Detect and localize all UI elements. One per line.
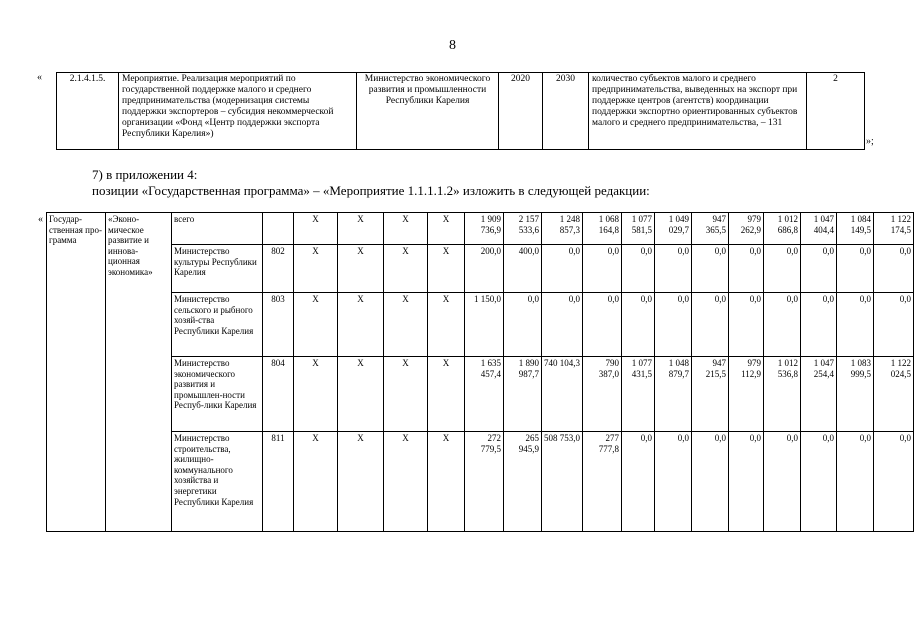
value-cell: 1 077 431,5 bbox=[622, 357, 655, 432]
table-row bbox=[47, 357, 914, 432]
value-cell: 947 365,5 bbox=[692, 213, 729, 245]
value-cell: 1 077 581,5 bbox=[622, 213, 655, 245]
value-cell: 272 779,5 bbox=[465, 432, 504, 532]
value-cell: 400,0 bbox=[504, 245, 542, 293]
value-cell: 0,0 bbox=[874, 293, 914, 357]
x-cell: Х bbox=[428, 357, 465, 432]
x-cell: Х bbox=[384, 213, 428, 245]
value-cell: 0,0 bbox=[837, 245, 874, 293]
value-cell: 0,0 bbox=[655, 293, 692, 357]
value-cell: 2 157 533,6 bbox=[504, 213, 542, 245]
executor-cell: Министерство экономического развития и промышлен-ности Респуб-лики Карелия bbox=[172, 357, 263, 432]
value-cell: 1 012 686,8 bbox=[764, 213, 801, 245]
value-cell: 979 112,9 bbox=[729, 357, 764, 432]
value-cell: 0,0 bbox=[801, 293, 837, 357]
value-cell: 0,0 bbox=[874, 245, 914, 293]
table-row bbox=[47, 213, 914, 245]
value-cell: 0,0 bbox=[622, 245, 655, 293]
value-cell: 0,0 bbox=[874, 432, 914, 532]
page-number: 8 bbox=[449, 38, 456, 53]
value-cell: 0,0 bbox=[583, 293, 622, 357]
x-cell: Х bbox=[428, 245, 465, 293]
close-quote-1: »; bbox=[866, 136, 874, 147]
activity-indicator: количество субъектов малого и среднего предпринимательства, выведенных на экспорт при поддержке центров (агентств) координации поддержки экспортно ориентированных субъектов малого и среднего предпринимательства, – 131 bbox=[589, 73, 807, 150]
executor-cell: Министерство строительства, жилищно-коммунального хозяйства и энергетики Республики Карелия bbox=[172, 432, 263, 532]
activity-description: Мероприятие. Реализация мероприятий по государственной поддержке малого и среднего предпринимательства (модернизация системы поддержки экспортеров – субсидия некоммерческой организации «Фонд «Центр поддержки экспорта Республики Карелия») bbox=[119, 73, 357, 150]
activity-year-start: 2020 bbox=[499, 73, 543, 150]
value-cell: 1 068 164,8 bbox=[583, 213, 622, 245]
value-cell: 0,0 bbox=[583, 245, 622, 293]
value-cell: 0,0 bbox=[542, 293, 583, 357]
executor-cell: Министерство сельского и рыбного хозяй-ства Республики Карелия bbox=[172, 293, 263, 357]
value-cell: 0,0 bbox=[801, 245, 837, 293]
value-cell: 1 122 174,5 bbox=[874, 213, 914, 245]
x-cell: Х bbox=[338, 245, 384, 293]
value-cell: 0,0 bbox=[729, 432, 764, 532]
x-cell: Х bbox=[338, 357, 384, 432]
value-cell: 200,0 bbox=[465, 245, 504, 293]
value-cell: 979 262,9 bbox=[729, 213, 764, 245]
x-cell: Х bbox=[294, 293, 338, 357]
x-cell: Х bbox=[428, 293, 465, 357]
funding-table bbox=[46, 212, 914, 532]
code-cell: 804 bbox=[263, 357, 294, 432]
value-cell: 0,0 bbox=[764, 432, 801, 532]
value-cell: 1 012 536,8 bbox=[764, 357, 801, 432]
activity-code: 2.1.4.1.5. bbox=[57, 73, 119, 150]
value-cell: 0,0 bbox=[622, 293, 655, 357]
value-cell: 1 048 879,7 bbox=[655, 357, 692, 432]
value-cell: 0,0 bbox=[729, 245, 764, 293]
open-quote-2: « bbox=[38, 214, 43, 225]
value-cell: 1 122 024,5 bbox=[874, 357, 914, 432]
value-cell: 0,0 bbox=[655, 432, 692, 532]
value-cell: 277 777,8 bbox=[583, 432, 622, 532]
activity-executor: Министерство экономического развития и промышленности Республики Карелия bbox=[357, 73, 499, 150]
value-cell: 1 248 857,3 bbox=[542, 213, 583, 245]
code-cell bbox=[263, 213, 294, 245]
value-cell: 1 049 029,7 bbox=[655, 213, 692, 245]
activity-year-end: 2030 bbox=[543, 73, 589, 150]
activity-table bbox=[56, 72, 865, 150]
x-cell: Х bbox=[428, 432, 465, 532]
value-cell: 1 909 736,9 bbox=[465, 213, 504, 245]
value-cell: 1 150,0 bbox=[465, 293, 504, 357]
x-cell: Х bbox=[384, 245, 428, 293]
x-cell: Х bbox=[338, 432, 384, 532]
x-cell: Х bbox=[294, 245, 338, 293]
activity-value: 2 bbox=[807, 73, 865, 150]
x-cell: Х bbox=[294, 357, 338, 432]
x-cell: Х bbox=[428, 213, 465, 245]
x-cell: Х bbox=[384, 293, 428, 357]
table-row bbox=[47, 293, 914, 357]
value-cell: 0,0 bbox=[692, 293, 729, 357]
table-row bbox=[47, 432, 914, 532]
value-cell: 1 084 149,5 bbox=[837, 213, 874, 245]
value-cell: 0,0 bbox=[622, 432, 655, 532]
code-cell: 811 bbox=[263, 432, 294, 532]
executor-cell: Министерство культуры Республики Карелия bbox=[172, 245, 263, 293]
program-status: Государ-ственная про-грамма bbox=[47, 213, 106, 532]
program-name: «Эконо-мическое развитие и иннова-ционная экономика» bbox=[106, 213, 172, 532]
value-cell: 0,0 bbox=[692, 432, 729, 532]
x-cell: Х bbox=[338, 213, 384, 245]
x-cell: Х bbox=[294, 213, 338, 245]
value-cell: 0,0 bbox=[801, 432, 837, 532]
activity-row bbox=[57, 73, 865, 150]
value-cell: 1 083 999,5 bbox=[837, 357, 874, 432]
paragraph-line-2: позиции «Государственная программа» – «Мероприятие 1.1.1.1.2» изложить в следующей редакции: bbox=[92, 183, 650, 198]
value-cell: 0,0 bbox=[837, 293, 874, 357]
value-cell: 740 104,3 bbox=[542, 357, 583, 432]
open-quote-1: « bbox=[37, 72, 42, 83]
value-cell: 790 387,0 bbox=[583, 357, 622, 432]
value-cell: 0,0 bbox=[837, 432, 874, 532]
value-cell: 0,0 bbox=[764, 245, 801, 293]
value-cell: 0,0 bbox=[729, 293, 764, 357]
value-cell: 265 945,9 bbox=[504, 432, 542, 532]
table-row bbox=[47, 245, 914, 293]
x-cell: Х bbox=[384, 357, 428, 432]
value-cell: 1 047 254,4 bbox=[801, 357, 837, 432]
x-cell: Х bbox=[338, 293, 384, 357]
value-cell: 947 215,5 bbox=[692, 357, 729, 432]
value-cell: 1 890 987,7 bbox=[504, 357, 542, 432]
paragraph-line-1: 7) в приложении 4: bbox=[92, 167, 198, 182]
value-cell: 508 753,0 bbox=[542, 432, 583, 532]
value-cell: 0,0 bbox=[504, 293, 542, 357]
x-cell: Х bbox=[294, 432, 338, 532]
value-cell: 0,0 bbox=[764, 293, 801, 357]
value-cell: 0,0 bbox=[655, 245, 692, 293]
value-cell: 0,0 bbox=[542, 245, 583, 293]
value-cell: 1 047 404,4 bbox=[801, 213, 837, 245]
x-cell: Х bbox=[384, 432, 428, 532]
executor-cell: всего bbox=[172, 213, 263, 245]
amendment-paragraph bbox=[92, 167, 650, 199]
code-cell: 803 bbox=[263, 293, 294, 357]
value-cell: 1 635 457,4 bbox=[465, 357, 504, 432]
value-cell: 0,0 bbox=[692, 245, 729, 293]
code-cell: 802 bbox=[263, 245, 294, 293]
